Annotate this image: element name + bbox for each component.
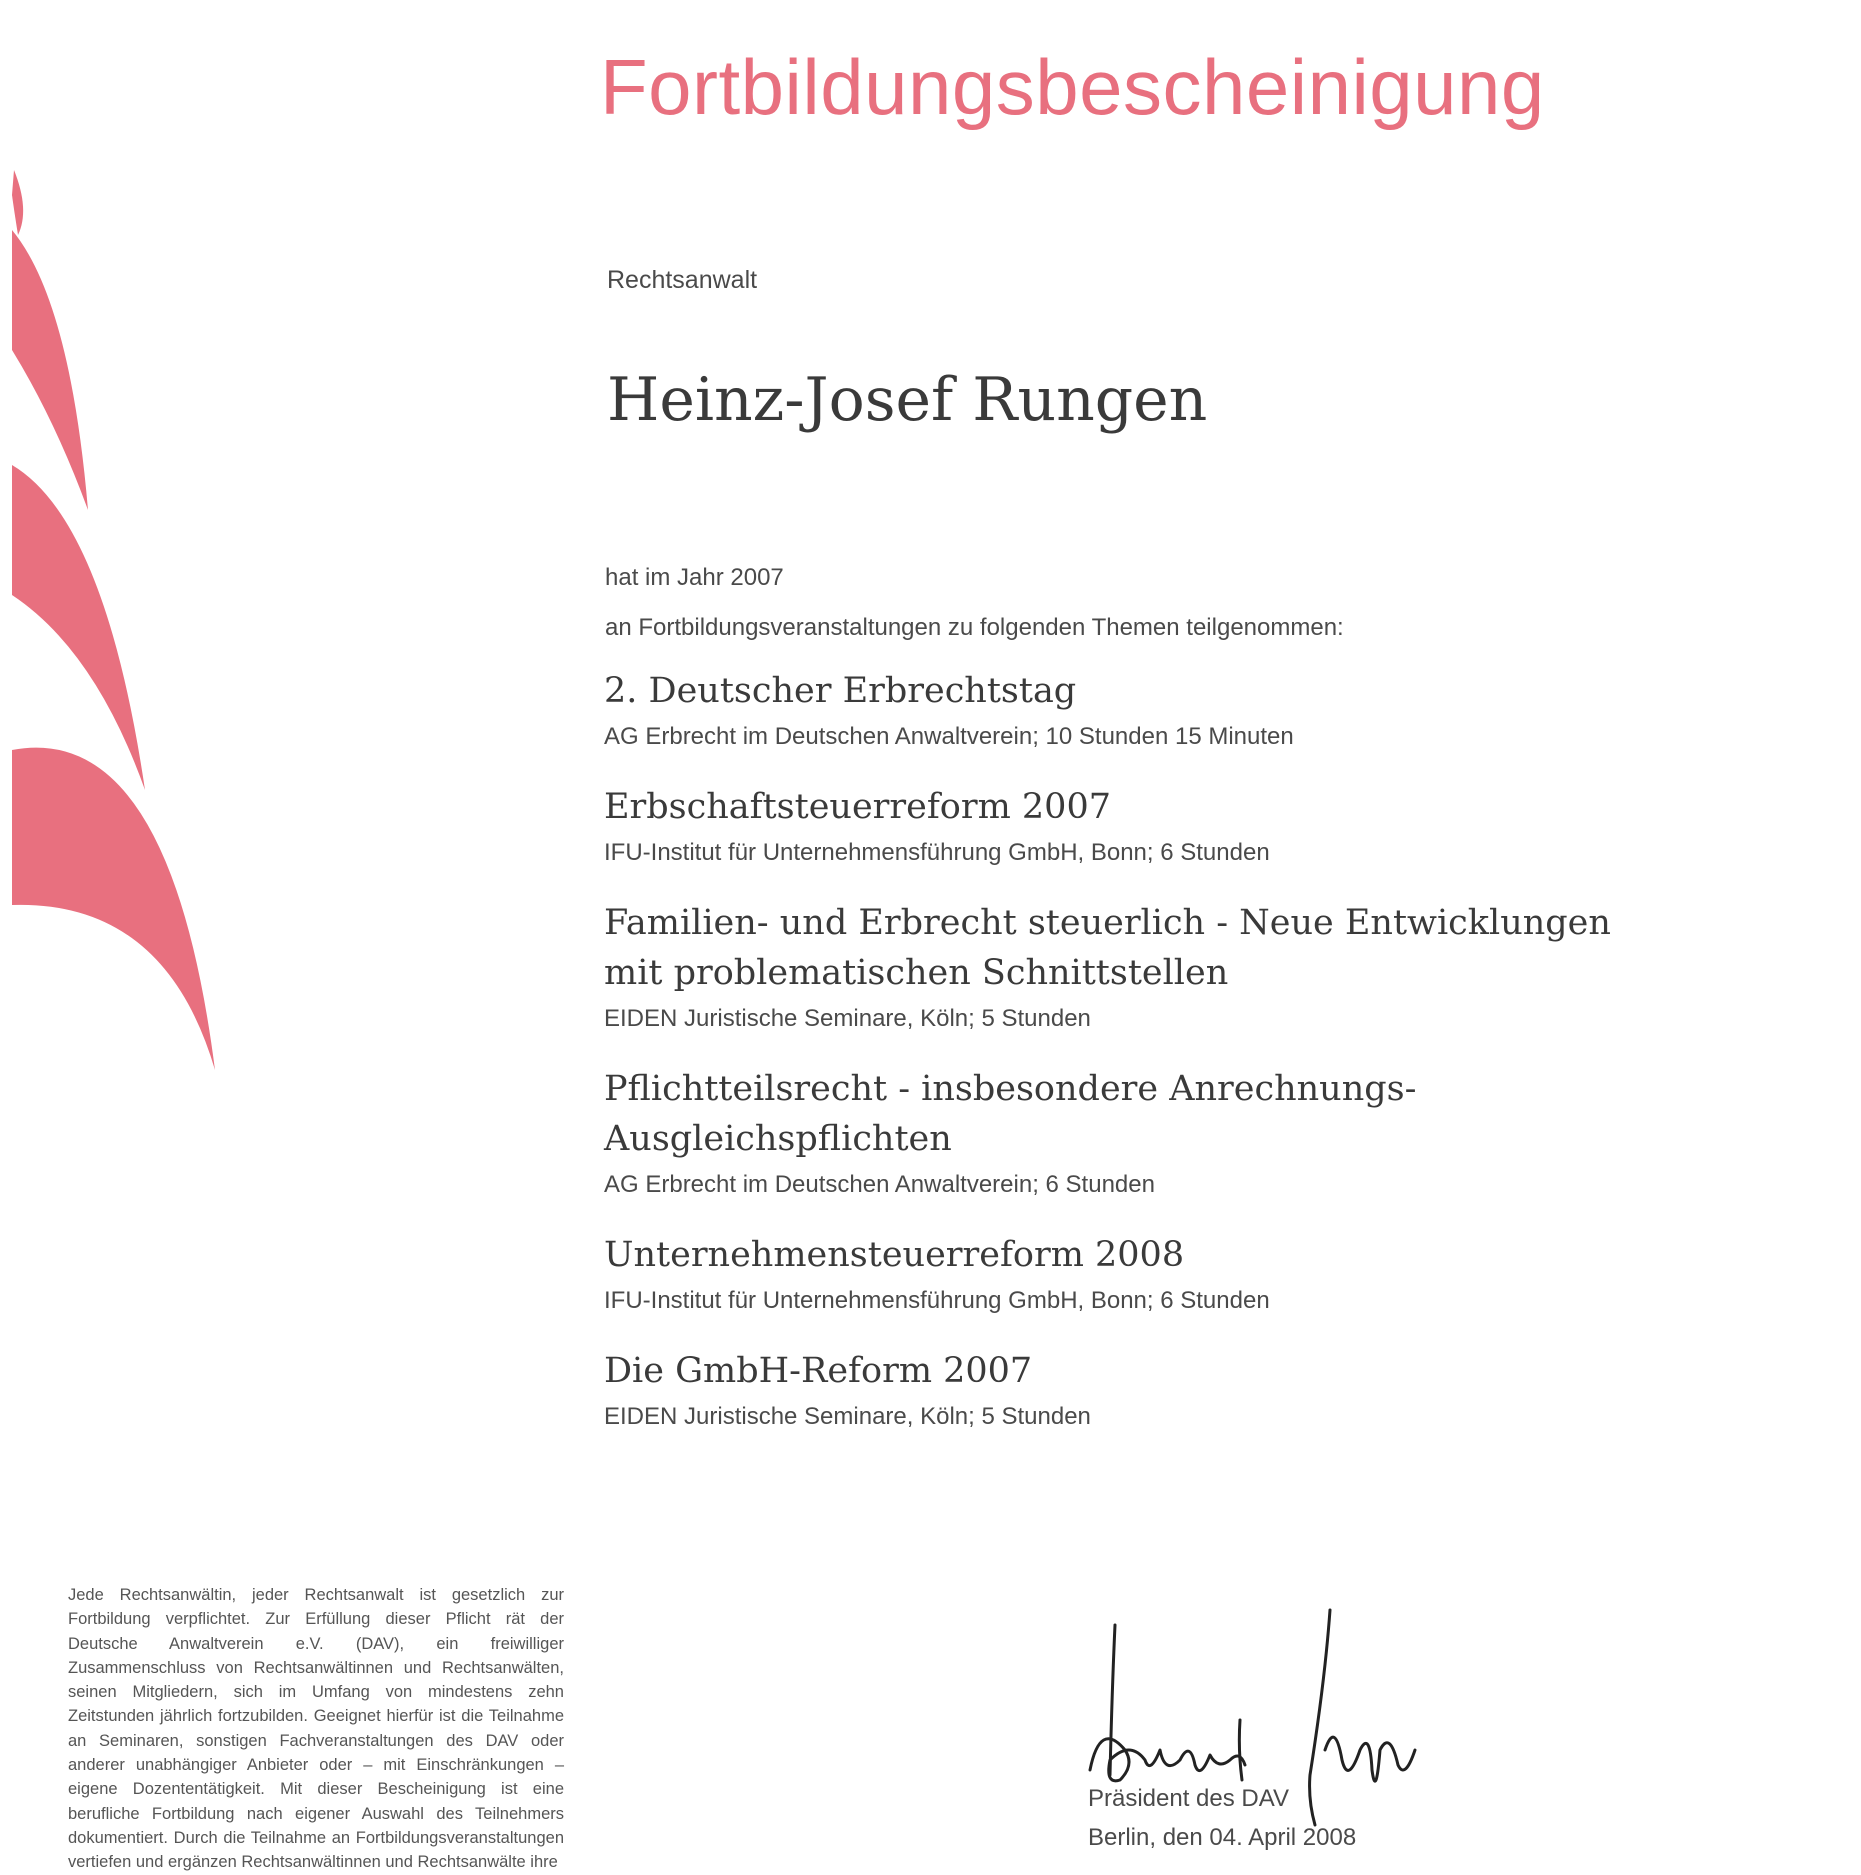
sail-shape-4 — [12, 748, 215, 1070]
course-list — [604, 666, 1664, 1462]
certificate-title: Fortbildungsbescheinigung — [600, 43, 1545, 131]
course-title: Familien- und Erbrecht steuerlich - Neue Entwicklungen mit problematischen Schnittstellen — [604, 903, 1611, 993]
course-detail: IFU-Institut für Unternehmensführung GmbH, Bonn; 6 Stunden — [604, 1287, 1270, 1314]
course-item — [604, 1230, 1664, 1318]
sail-shape-1 — [12, 170, 23, 235]
course-detail: EIDEN Juristische Seminare, Köln; 5 Stunden — [604, 1403, 1091, 1430]
recipient-name: Heinz-Josef Rungen — [607, 365, 1208, 435]
decorative-sail-shapes — [0, 0, 260, 1120]
intro-line-year: hat im Jahr 2007 — [605, 564, 784, 591]
course-title: Pflichtteilsrecht - insbesondere Anrechnungs-Ausgleichspflichten — [604, 1069, 1417, 1159]
president-signature — [1080, 1600, 1460, 1861]
course-title: Die GmbH-Reform 2007 — [604, 1351, 1033, 1391]
course-item — [604, 782, 1664, 870]
intro-line-topics: an Fortbildungsveranstaltungen zu folgenden Themen teilgenommen: — [605, 614, 1344, 641]
course-detail: AG Erbrecht im Deutschen Anwaltverein; 10 Stunden 15 Minuten — [604, 723, 1294, 750]
sail-shape-3 — [12, 465, 145, 790]
course-item — [604, 1346, 1664, 1434]
course-detail: EIDEN Juristische Seminare, Köln; 5 Stunden — [604, 1005, 1091, 1032]
course-detail: IFU-Institut für Unternehmensführung GmbH, Bonn; 6 Stunden — [604, 839, 1270, 866]
course-item — [604, 666, 1664, 754]
course-title: Unternehmensteuerreform 2008 — [604, 1235, 1185, 1275]
signature-date: Berlin, den 04. April 2008 — [1088, 1824, 1357, 1851]
course-item — [604, 898, 1664, 1036]
course-item — [604, 1064, 1664, 1202]
sail-shape-2 — [12, 230, 88, 510]
course-detail: AG Erbrecht im Deutschen Anwaltverein; 6 Stunden — [604, 1171, 1155, 1198]
signatory-role: Präsident des DAV — [1088, 1785, 1289, 1812]
salutation: Rechtsanwalt — [607, 266, 758, 294]
intro-text — [605, 553, 1344, 653]
course-title: 2. Deutscher Erbrechtstag — [604, 671, 1077, 711]
course-title: Erbschaftsteuerreform 2007 — [604, 787, 1111, 827]
legal-footnote: Jede Rechtsanwältin, jeder Rechtsanwalt ist gesetzlich zur Fortbildung verpflichtet. Zur Erfüllung dieser Pflicht rät der Deutsche Anwaltverein e.V. (DAV), ein freiwilliger Zusammenschluss von Rechtsanwältinnen und Rechtsanwälten, seinen Mitgliedern, sich im Umfang von mindestens zehn Zeitstunden jährlich fortzubilden. Geeignet hierfür ist die Teilnahme an Seminaren, sonstigen Fachveranstaltungen des DAV oder anderer unabhängiger Anbieter oder – mit Einschränkungen – eigene Dozententätigkeit. Mit dieser Bescheinigung ist eine berufliche Fortbildung nach eigener Auswahl des Teilnehmers dokumentiert. Durch die Teilnahme an Fortbildungsveranstaltungen vertiefen und ergänzen Rechtsanwältinnen und Rechtsanwälte ihre — [68, 1586, 564, 1872]
